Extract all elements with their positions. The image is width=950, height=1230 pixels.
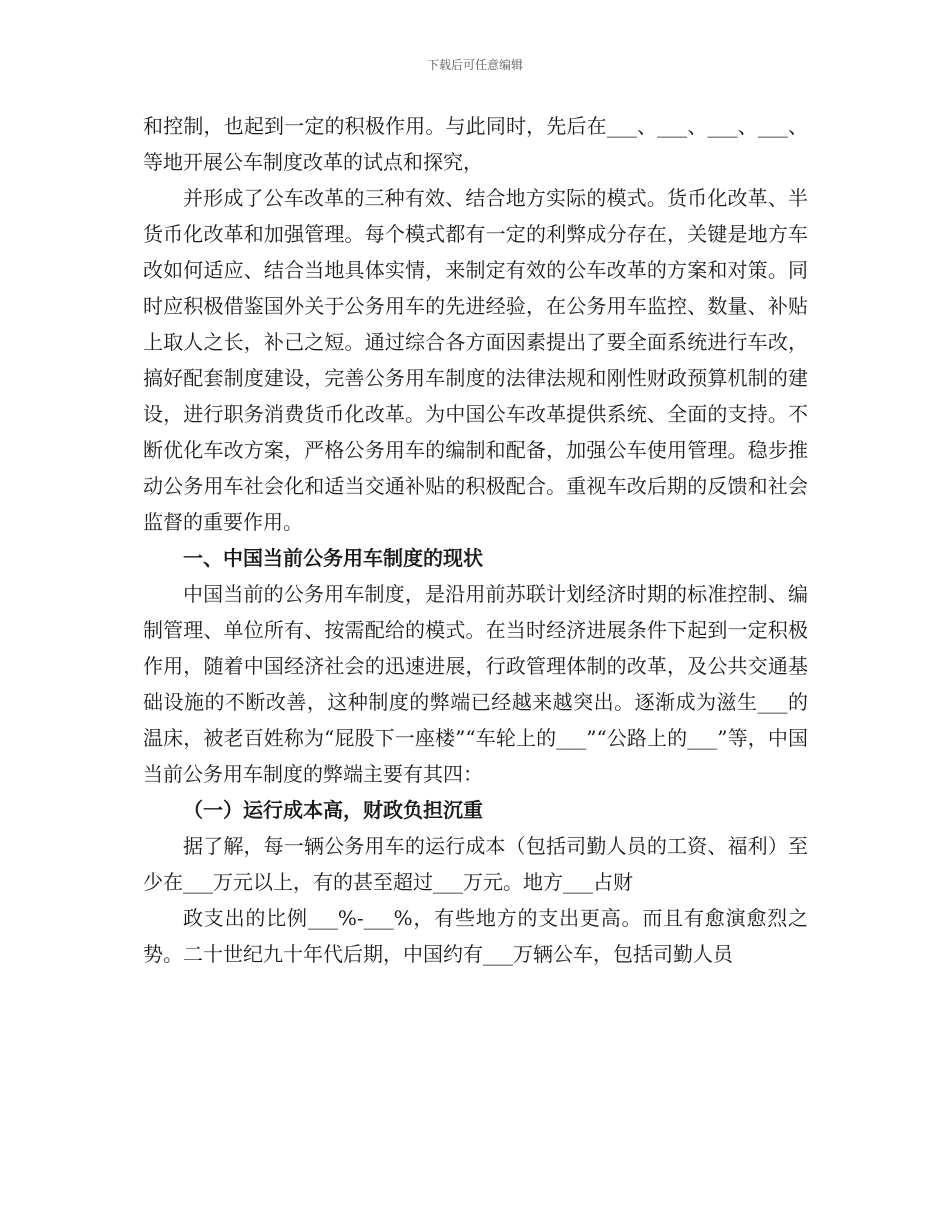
paragraph-fiscal-ratio: 政支出的比例___%-___%，有些地方的支出更高。而且有愈演愈烈之势。二十世纪九十年代后期，中国约有___万辆公车，包括司勤人员: [143, 906, 808, 966]
paragraph-continuation: 和控制，也起到一定的积极作用。与此同时，先后在___、___、___、___、等地开展公车制度改革的试点和探究，: [143, 114, 808, 174]
paragraph-current-status: 中国当前的公务用车制度，是沿用前苏联计划经济时期的标准控制、编制管理、单位所有、按需配给的模式。在当时经济进展条件下起到一定积极作用，随着中国经济社会的迅速进展，行政管理体制的改革，及公共交通基础设施的不断改善，这种制度的弊端已经越来越突出。逐渐成为滋生___的温床，被老百姓称为“屁股下一座楼”“车轮上的___”“公路上的___”等，中国当前公务用车制度的弊端主要有其四：: [143, 582, 808, 786]
subsection-heading: （一）运行成本高，财政负担沉重: [183, 798, 483, 822]
document-body: [143, 108, 808, 972]
paragraph-operating-cost: 据了解，每一辆公务用车的运行成本（包括司勤人员的工资、福利）至少在___万元以上，有的甚至超过___万元。地方___占财: [143, 834, 808, 894]
page-header: 下载后可任意编辑: [426, 58, 523, 72]
section-heading: 一、中国当前公务用车制度的现状: [183, 546, 483, 570]
paragraph-reform-models: 并形成了公车改革的三种有效、结合地方实际的模式。货币化改革、半货币化改革和加强管理。每个模式都有一定的利弊成分存在，关键是地方车改如何适应、结合当地具体实情，来制定有效的公车改革的方案和对策。同时应积极借鉴国外关于公务用车的先进经验，在公务用车监控、数量、补贴上取人之长，补己之短。通过综合各方面因素提出了要全面系统进行车改，搞好配套制度建设，完善公务用车制度的法律法规和刚性财政预算机制的建设，进行职务消费货币化改革。为中国公车改革提供系统、全面的支持。不断优化车改方案，严格公务用车的编制和配备，加强公车使用管理。稳步推动公务用车社会化和适当交通补贴的积极配合。重视车改后期的反馈和社会监督的重要作用。: [143, 186, 808, 534]
